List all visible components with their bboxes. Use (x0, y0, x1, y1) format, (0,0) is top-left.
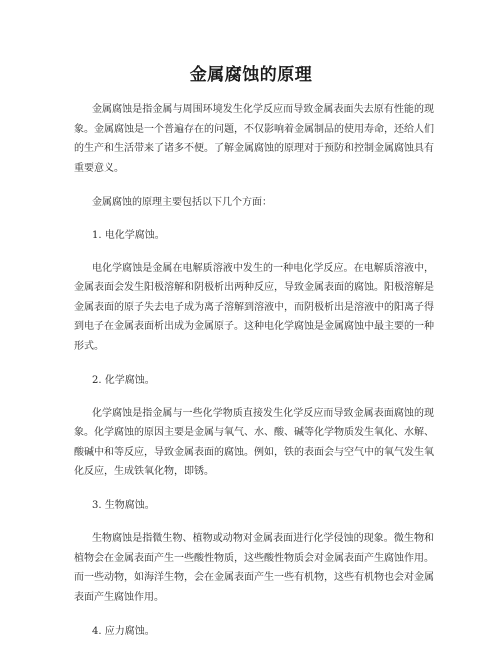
document-title: 金属腐蚀的原理 (189, 65, 313, 85)
section-heading-biological: 3. 生物腐蚀。 (92, 500, 155, 511)
document-body (74, 100, 434, 655)
paragraph-chemical: 化学腐蚀是指金属与一些化学物质直接发生化学反应而导致金属表面腐蚀的现象。化学腐蚀的原因主要是金属与氧气、水、酸、碱等化学物质发生氧化、水解、酸碱中和等反应，导致金属表面的腐蚀。例如，铁的表面会与空气中的氧气发生氧化反应，生成铁氧化物，即锈。 (74, 407, 434, 477)
paragraph-biological: 生物腐蚀是指微生物、植物或动物对金属表面进行化学侵蚀的现象。微生物和植物会在金属表面产生一些酸性物质，这些酸性物质会对金属表面产生腐蚀作用。而一些动物，如海洋生物，会在金属表面产生一些有机物，这些有机物也会对金属表面产生腐蚀作用。 (74, 533, 434, 603)
section-heading-chemical: 2. 化学腐蚀。 (92, 374, 155, 386)
paragraph-intro: 金属腐蚀是指金属与周围环境发生化学反应而导致金属表面失去原有性能的现象。金属腐蚀是一个普遍存在的问题，不仅影响着金属制品的使用寿命，还给人们的生产和生活带来了诸多不便。了解金属腐蚀的原理对于预防和控制金属腐蚀具有重要意义。 (74, 104, 434, 174)
paragraph-overview: 金属腐蚀的原理主要包括以下几个方面： (92, 196, 272, 208)
section-heading-electrochemical: 1. 电化学腐蚀。 (92, 229, 165, 241)
section-heading-stress: 4. 应力腐蚀。 (92, 625, 155, 637)
paragraph-electrochemical: 电化学腐蚀是金属在电解质溶液中发生的一种电化学反应。在电解质溶液中，金属表面会发生阳极溶解和阴极析出两种反应，导致金属表面的腐蚀。阳极溶解是金属表面的原子失去电子成为离子溶解到溶液中，而阴极析出是溶液中的阳离子得到电子在金属表面析出成为金属原子。这种电化学腐蚀是金属腐蚀中最主要的一种形式。 (74, 262, 434, 352)
